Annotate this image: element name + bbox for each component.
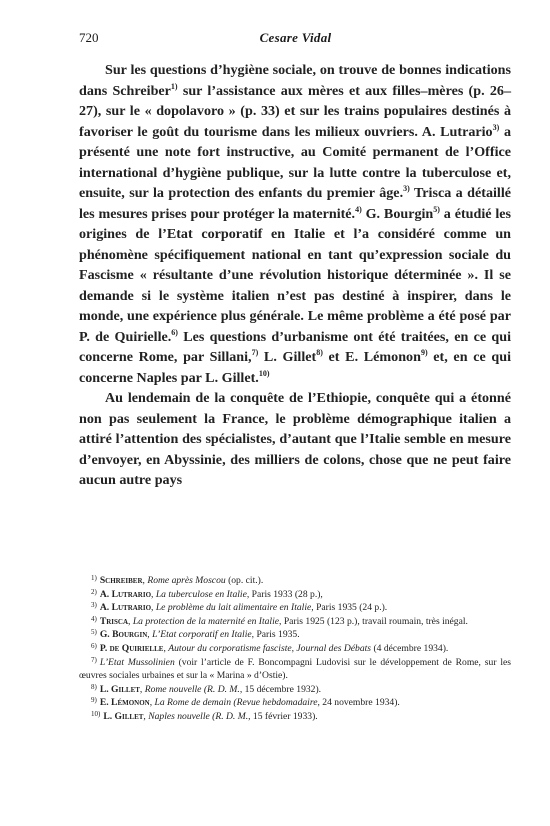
footnote-title: Le problème du lait alimentaire en Italie	[155, 602, 312, 614]
footnote-number: 4)	[91, 614, 97, 623]
text-run: a présenté une note fort instructive, au Comité permanent de l’Office international d’hygiène publique, sur la lutte contre la tuberculose et, ensuite, sur la protection des enfants du premier âge.	[79, 123, 511, 201]
footnote-author: P. de Quirielle	[99, 642, 164, 654]
footnote-number: 1)	[91, 574, 97, 582]
footnote-ref: 3)	[492, 122, 500, 132]
footnote-author: A. Lutrario	[99, 588, 152, 600]
footnote-number: 8)	[91, 682, 97, 691]
footnote-number: 6)	[91, 641, 97, 650]
footnote-ref: 10)	[258, 368, 270, 378]
footnote-number: 10)	[91, 709, 101, 718]
footnote-ref: 6)	[171, 327, 178, 337]
text-run: Les questions d’urbanisme ont été traitées, en ce qui concerne Rome, par Sillani,	[79, 328, 511, 365]
paragraph-1	[79, 60, 511, 388]
footnote-ref: 7)	[251, 348, 259, 357]
footnote-rest: , Paris 1935.	[251, 629, 300, 641]
footnote-rest: , 15 février 1933).	[248, 710, 318, 722]
footnote-ref: 1)	[170, 81, 178, 91]
footnote-rest: , 24 novembre 1934).	[317, 697, 400, 709]
text-run: a étudié les origines de l’Etat corporatif en Italie et l’a considéré comme un phénomène spécifiquement national en tant qu’expression sociale du Fascisme « résultante d’une révolution historique déterminée ». Il se demande si le système italien n’est pas destiné à inspirer, dans le monde, une expérience plus générale. Le même problème a été posé par P. de Quirielle.	[79, 205, 511, 345]
footnote: $^{9)}$ E. Lémonon, La Rome de demain (Revue hebdomadaire, 24 novembre 1934).	[91, 696, 400, 709]
footnote-rest: , Paris 1933 (28 p.),	[246, 588, 323, 600]
footnote-title: Rome nouvelle (R. D. M.	[144, 683, 240, 695]
footnotes	[79, 574, 511, 724]
text-run: et E. Lémonon	[322, 349, 421, 365]
footnote-author: E. Lémonon	[99, 697, 150, 709]
footnote-ref: 8)	[316, 348, 323, 357]
footnote-author: L. Gillet	[99, 683, 140, 695]
text-run: sur l’assistance aux mères et aux filles–mères (p. 26–27), sur le « dopolavoro » (p. 33) et sur les trains populaires destinés à favoriser le goût du tourisme dans les milieux ouvriers. A. Lutrario	[79, 82, 512, 140]
body-text	[79, 60, 511, 491]
footnote: $^{4)}$ Trisca, La protection de la maternité en Italie, Paris 1925 (123 p.), travail roumain, très inégal.	[91, 614, 468, 627]
footnote-rest: (4 décembre 1934).	[371, 642, 449, 654]
footnote-number: 2)	[91, 587, 97, 596]
footnote-rest: (voir l’article de F. Boncompagni Ludovisi sur le développement de Rome, sur les œuvres sociales urbaines et sur la « Marina » d’Ostie).	[79, 656, 511, 682]
footnote: $^{2)}$ A. Lutrario, La tuberculose en Italie, Paris 1933 (28 p.),	[91, 587, 323, 600]
text-run: G. Bourgin	[361, 205, 434, 222]
footnote-author: L. Gillet	[103, 710, 144, 722]
footnote-author: G. Bourgin	[99, 629, 148, 641]
footnote-rest: , 15 décembre 1932).	[239, 683, 322, 695]
footnote: $^{5)}$ G. Bourgin, L’Etat corporatif en Italie, Paris 1935.	[91, 628, 300, 641]
footnote	[79, 656, 511, 683]
footnote-rest: , Paris 1925 (123 p.), travail roumain, très inégal.	[279, 615, 468, 627]
footnote-title: La tuberculose en Italie	[155, 588, 247, 600]
page-number: 720	[79, 30, 99, 45]
footnote: $^{8)}$ L. Gillet, Rome nouvelle (R. D. M., 15 décembre 1932).	[91, 682, 322, 695]
footnote-title: Naples nouvelle (R. D. M.	[148, 710, 249, 722]
paragraph-2: Au lendemain de la conquête de l’Ethiopie, conquête qui a étonné non pas seulement la France, le problème démographique italien a attiré l’attention des spécialistes, d’autant que l’Italie semble en mesure d’envoyer, en Abyssinie, des milliers de colons, chose que ne peut faire aucun autre pays	[79, 390, 511, 488]
text-run: Sur les questions d’hygiène sociale, on trouve de bonnes indications dans Schreiber	[79, 62, 511, 99]
footnote: $^{10)}$ L. Gillet, Naples nouvelle (R. D. M., 15 février 1933).	[91, 709, 318, 722]
footnote-title: L’Etat corporatif en Italie	[152, 629, 252, 641]
footnote-number: 5)	[91, 628, 97, 637]
footnote-ref: 9)	[420, 348, 428, 357]
footnote: $^{1)}$ Schreiber, Rome après Moscou (op. cit.).	[91, 574, 264, 586]
footnote-number: 3)	[91, 601, 97, 610]
footnote-number: 7)	[91, 655, 97, 664]
footnote: $^{3)}$ A. Lutrario, Le problème du lait alimentaire en Italie, Paris 1935 (24 p.).	[91, 601, 388, 614]
footnote-title: Autour du corporatisme fasciste, Journal des Débats	[168, 642, 372, 654]
text-run: L. Gillet	[258, 349, 317, 365]
text-run: et, en ce qui concerne Naples par L. Gillet.	[79, 349, 511, 386]
running-head	[79, 28, 512, 48]
footnote-title: L’Etat Mussolinien	[99, 656, 175, 668]
footnote-title: La protection de la maternité en Italie	[132, 615, 280, 627]
footnote-author: Trisca	[99, 615, 129, 627]
footnote-author: Schreiber	[99, 575, 143, 586]
footnote-number: 9)	[91, 696, 97, 705]
footnote-ref: 3)	[403, 184, 410, 193]
footnote-rest: , Paris 1935 (24 p.).	[311, 602, 388, 614]
footnote-ref: 5)	[433, 204, 440, 214]
footnote: $^{6)}$ P. de Quirielle, Autour du corporatisme fasciste, Journal des Débats (4 décembre 1934).	[91, 641, 449, 654]
footnote-author: A. Lutrario	[99, 602, 152, 614]
running-title: Cesare Vidal	[259, 30, 332, 45]
text-run: Trisca a détaillé les mesures prises pour protéger la maternité.	[79, 185, 511, 222]
footnote-title: Rome après Moscou	[147, 575, 226, 586]
footnote-rest: (op. cit.).	[225, 575, 264, 586]
footnote-title: La Rome de demain (Revue hebdomadaire	[154, 697, 318, 709]
footnote-ref: 4)	[355, 204, 362, 214]
